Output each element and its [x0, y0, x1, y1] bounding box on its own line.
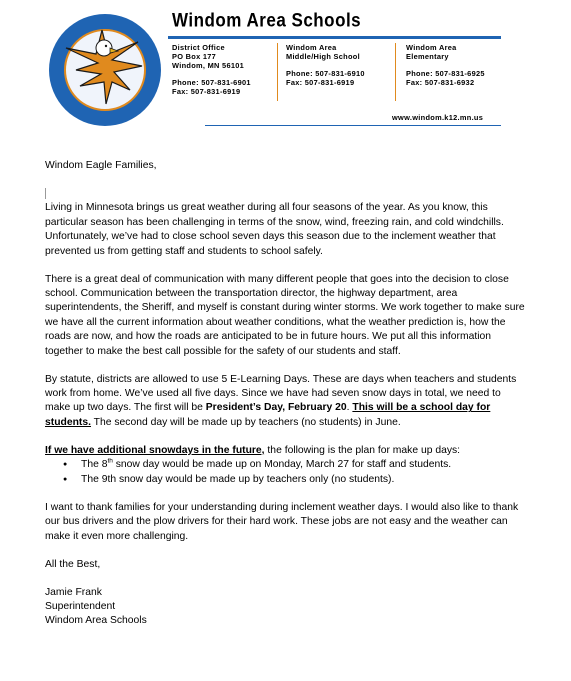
presidents-day: President’s Day, February 20 [205, 402, 347, 414]
school-title: Windom Area Schools [172, 9, 362, 31]
paragraph-1: Living in Minnesota brings us great weather during all four seasons of the year. As you know, this particular season has been challenging in terms of the snow, wind, freezing rain, and cold windchills. Unfortunately, we’ve had to close school seven days this season due to the inclement weather that prevented us from getting staff and students to school safely. [45, 187, 527, 259]
mhs-heading-2: Middle/High School [286, 52, 360, 61]
greeting: Windom Eagle Families, [45, 160, 157, 171]
elem-heading-2: Elementary [406, 52, 449, 61]
district-office-block [172, 43, 251, 96]
district-heading: District Office [172, 43, 225, 52]
list-item: ● The 8th snow day would be made up on Monday, March 27 for staff and students. [81, 458, 527, 472]
school-day-notice: This will be a school day for students. [45, 402, 491, 428]
closing: All the Best, [45, 558, 101, 570]
column-divider [277, 43, 278, 101]
mhs-heading-1: Windom Area [286, 43, 337, 52]
paragraph-3: By statute, districts are allowed to use 5 E-Learning Days. These are days when teachers and students work from home. We’ve used all five days. Since we have had seven snow days in total, we need to make up two days. The first will be President’s Day, February 20. This will be a school day for students. The second day will be made up by teachers (no students) in June. [45, 373, 517, 428]
header-rule [168, 36, 501, 39]
signature-title: Superintendent [45, 600, 116, 612]
district-address-1: PO Box 177 [172, 52, 217, 61]
text-cursor [45, 188, 46, 199]
district-fax: Fax: 507-831-6919 [172, 87, 241, 96]
paragraph-2: There is a great deal of communication with many different people that goes into the decision to close school. Communication between the transportation director, the highway department, area superintendents, the Sheriff, and myself is constant during winter storms. We work together to make sure we have all the current information about weather conditions, what the weather prediction is, how the roads are now, and how the roads are anticipated to be in future hours. We put all this information together to make the best call possible for the safety of our students and staff. [45, 273, 525, 357]
makeup-plan-list [45, 458, 527, 487]
mhs-phone: Phone: 507-831-6910 [286, 69, 365, 78]
footer-rule [205, 125, 501, 126]
middle-high-block [286, 43, 365, 87]
list-item: ● The 9th snow day would be made up by teachers only (no students). [81, 473, 527, 487]
elementary-block [406, 43, 485, 87]
district-address-2: Windom, MN 56101 [172, 61, 245, 70]
signature-name: Jamie Frank [45, 586, 102, 598]
letter-body [45, 159, 527, 629]
column-divider [395, 43, 396, 101]
district-phone: Phone: 507-831-6901 [172, 78, 251, 87]
elem-phone: Phone: 507-831-6925 [406, 69, 485, 78]
plan-lead: If we have additional snowdays in the future, [45, 444, 265, 456]
paragraph-4: I want to thank families for your understanding during inclement weather days. I would also like to thank our bus drivers and the plow drivers for their hard work. These jobs are not easy and the weather can make it even more challenging. [45, 501, 519, 542]
website-url[interactable]: www.windom.k12.mn.us [392, 113, 484, 122]
elem-heading-1: Windom Area [406, 43, 457, 52]
mhs-fax: Fax: 507-831-6919 [286, 78, 355, 87]
eagles-logo [46, 8, 164, 132]
plan-intro: If we have additional snowdays in the future, the following is the plan for make up days: [45, 444, 461, 456]
elem-fax: Fax: 507-831-6932 [406, 78, 475, 87]
signature-org: Windom Area Schools [45, 615, 147, 627]
